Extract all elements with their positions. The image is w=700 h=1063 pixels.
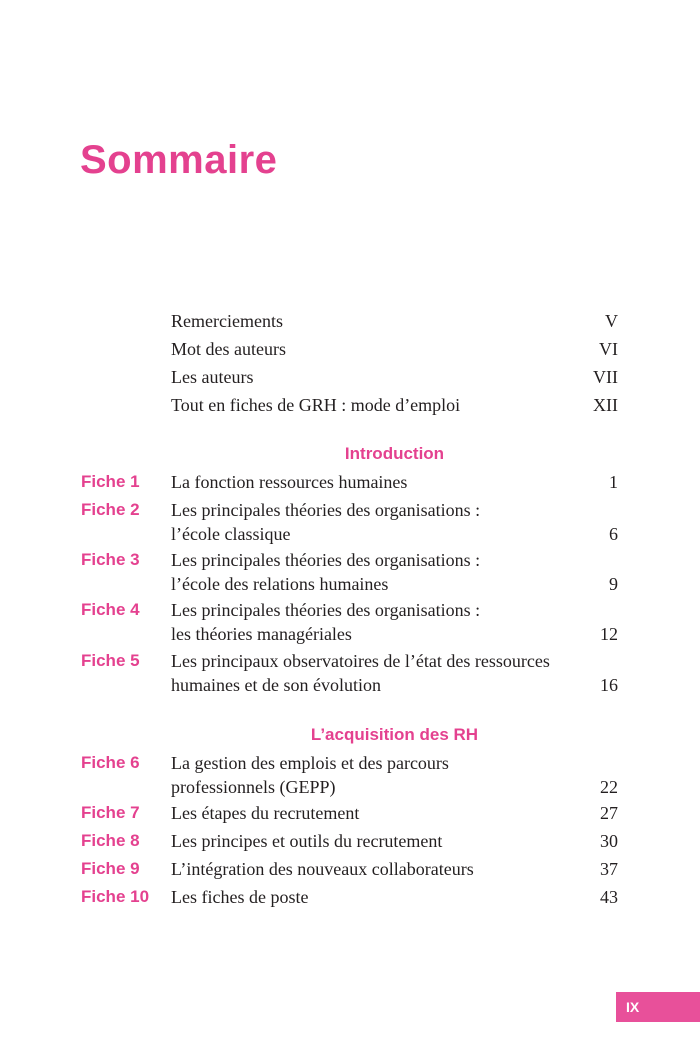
toc-entry-text: Les principales théories des organisations : <box>171 550 481 570</box>
toc-page-number: XII <box>593 395 618 415</box>
toc-page-number: V <box>605 311 618 331</box>
page-title: Sommaire <box>80 138 278 182</box>
fiche-label: Fiche 8 <box>81 831 140 850</box>
fiche-label: Fiche 10 <box>81 887 150 906</box>
toc-entry-text: Les principes et outils du recrutement <box>171 831 443 851</box>
toc-entry-text: Les principaux observatoires de l’état des ressources <box>171 651 550 671</box>
toc-page-number: 1 <box>609 472 618 492</box>
toc-entry-text-line2: professionnels (GEPP) <box>171 777 336 797</box>
fiche-label: Fiche 4 <box>81 600 140 619</box>
toc-entry-text: Tout en fiches de GRH : mode d’emploi <box>171 395 461 415</box>
toc-fiche-row[interactable] <box>0 498 700 546</box>
toc-entry-text: Remerciements <box>171 311 283 331</box>
fiche-label: Fiche 3 <box>81 550 140 569</box>
toc-page-number: 37 <box>600 859 618 879</box>
toc-page-number: VI <box>599 339 618 359</box>
toc-fiche-row[interactable] <box>0 649 700 697</box>
toc-fiche-row[interactable] <box>0 751 700 799</box>
fiche-label: Fiche 2 <box>81 500 140 519</box>
toc-page-number: 22 <box>600 777 618 797</box>
toc-entry-text: Mot des auteurs <box>171 339 286 359</box>
toc-entry-text: L’intégration des nouveaux collaborateurs <box>171 859 474 879</box>
page-number-tab: IX <box>616 992 700 1022</box>
toc-entry-text-line2: les théories managériales <box>171 624 352 644</box>
section-heading-introduction: Introduction <box>344 444 445 463</box>
toc-page-number: 27 <box>600 803 618 823</box>
toc-fiche-row[interactable] <box>0 548 700 596</box>
toc-fiche-row[interactable] <box>0 598 700 646</box>
fiche-label: Fiche 6 <box>81 753 140 772</box>
toc-entry-text: Les auteurs <box>171 367 254 387</box>
toc-page-number: 30 <box>600 831 618 851</box>
toc-entry-text-line2: humaines et de son évolution <box>171 675 381 695</box>
toc-entry-text: Les fiches de poste <box>171 887 309 907</box>
fiche-label: Fiche 7 <box>81 803 140 822</box>
toc-page-number: 16 <box>600 675 618 695</box>
toc-page-number: 6 <box>609 524 618 544</box>
toc-page-number: 9 <box>609 574 618 594</box>
toc-page-number: 12 <box>600 624 618 644</box>
toc-page-number: 43 <box>600 887 618 907</box>
toc-entry-text-line2: l’école classique <box>171 524 291 544</box>
toc-entry-text: La gestion des emplois et des parcours <box>171 753 449 773</box>
toc-entry-text: Les principales théories des organisations : <box>171 500 481 520</box>
toc-entry-text-line2: l’école des relations humaines <box>171 574 389 594</box>
toc-page-number: VII <box>593 367 618 387</box>
fiche-label: Fiche 9 <box>81 859 140 878</box>
toc-entry-text: Les principales théories des organisations : <box>171 600 481 620</box>
toc-entry-text: Les étapes du recrutement <box>171 803 360 823</box>
section-heading-acquisition: L’acquisition des RH <box>310 725 479 744</box>
toc-entry-text: La fonction ressources humaines <box>171 472 408 492</box>
fiche-label: Fiche 5 <box>81 651 140 670</box>
fiche-label: Fiche 1 <box>81 472 140 491</box>
